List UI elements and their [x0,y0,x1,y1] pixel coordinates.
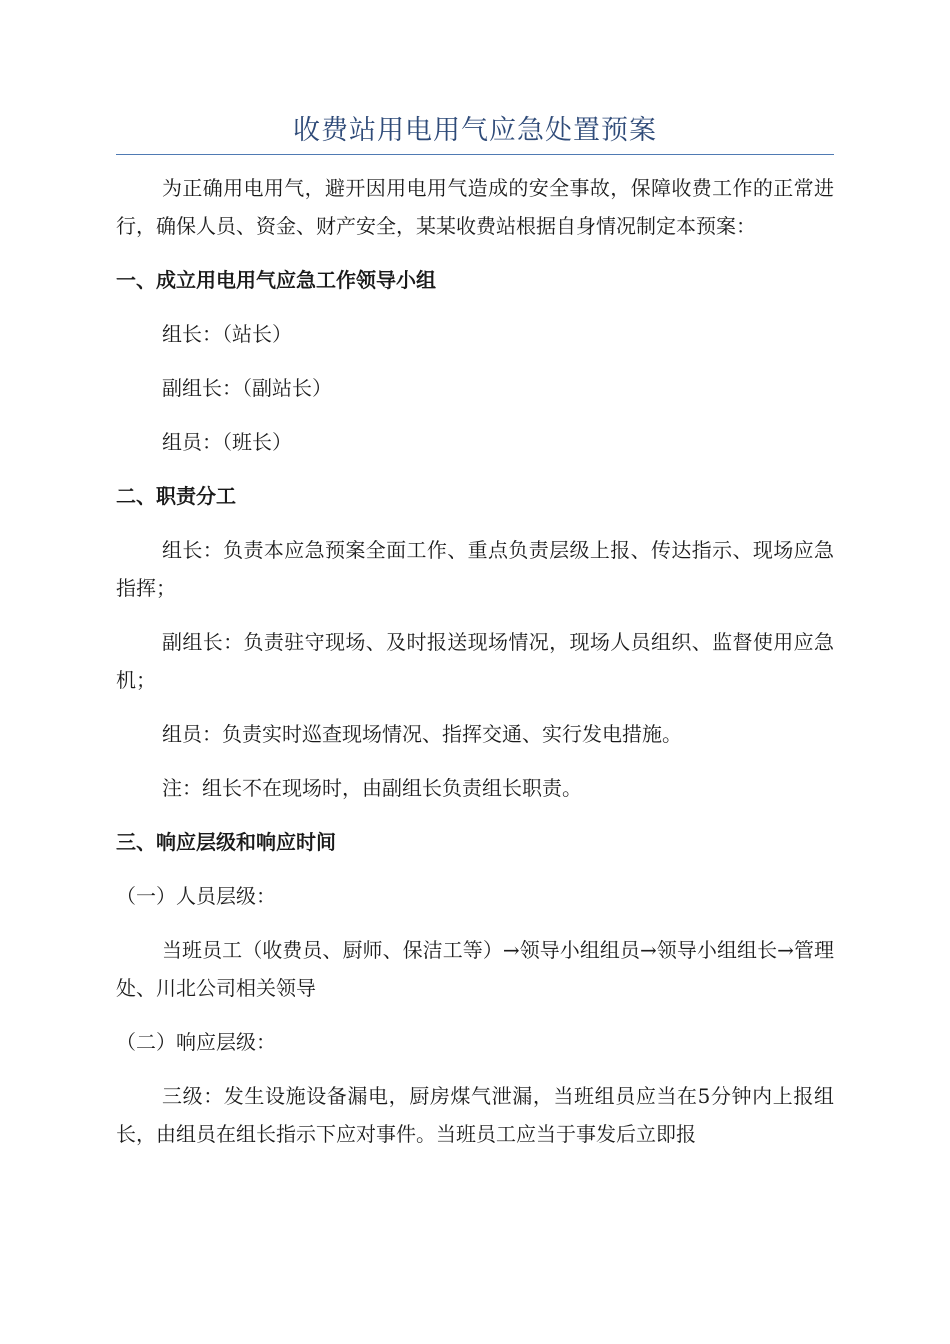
document-title: 收费站用电用气应急处置预案 [293,115,657,146]
member-line: 组员：（班长） [162,430,292,454]
deputy-line: 副组长：（副站长） [162,376,332,400]
section-2-heading: 二、职责分工 [116,484,236,508]
document-page [116,110,834,1153]
leader-duty-paragraph: 组长：负责本应急预案全面工作、重点负责层级上报、传达指示、现场应急指挥； [116,538,834,600]
leader-line: 组长：（站长） [162,322,292,346]
section-3-heading: 三、响应层级和响应时间 [116,830,336,854]
response-levels-paragraph: 三级：发生设施设备漏电，厨房煤气泄漏，当班组员应当在5分钟内上报组长，由组员在组长指示下应对事件。当班员工应当于事发后立即报 [116,1084,834,1146]
member-duty-paragraph: 组员：负责实时巡查现场情况、指挥交通、实行发电措施。 [162,722,682,746]
intro-paragraph: 为正确用电用气，避开因用电用气造成的安全事故，保障收费工作的正常进行，确保人员、资金、财产安全，某某收费站根据自身情况制定本预案： [116,176,834,238]
note-paragraph: 注：组长不在现场时，由副组长负责组长职责。 [162,776,582,800]
subsection-2-heading: （二）响应层级： [116,1030,276,1054]
deputy-duty-paragraph: 副组长：负责驻守现场、及时报送现场情况，现场人员组织、监督使用应急机； [116,630,834,692]
section-1-heading: 一、成立用电用气应急工作领导小组 [116,268,436,292]
title-underline [116,154,834,155]
subsection-1-heading: （一）人员层级： [116,884,276,908]
personnel-levels-paragraph: 当班员工（收费员、厨师、保洁工等）→领导小组组员→领导小组组长→管理处、川北公司相关领导 [116,938,834,1000]
